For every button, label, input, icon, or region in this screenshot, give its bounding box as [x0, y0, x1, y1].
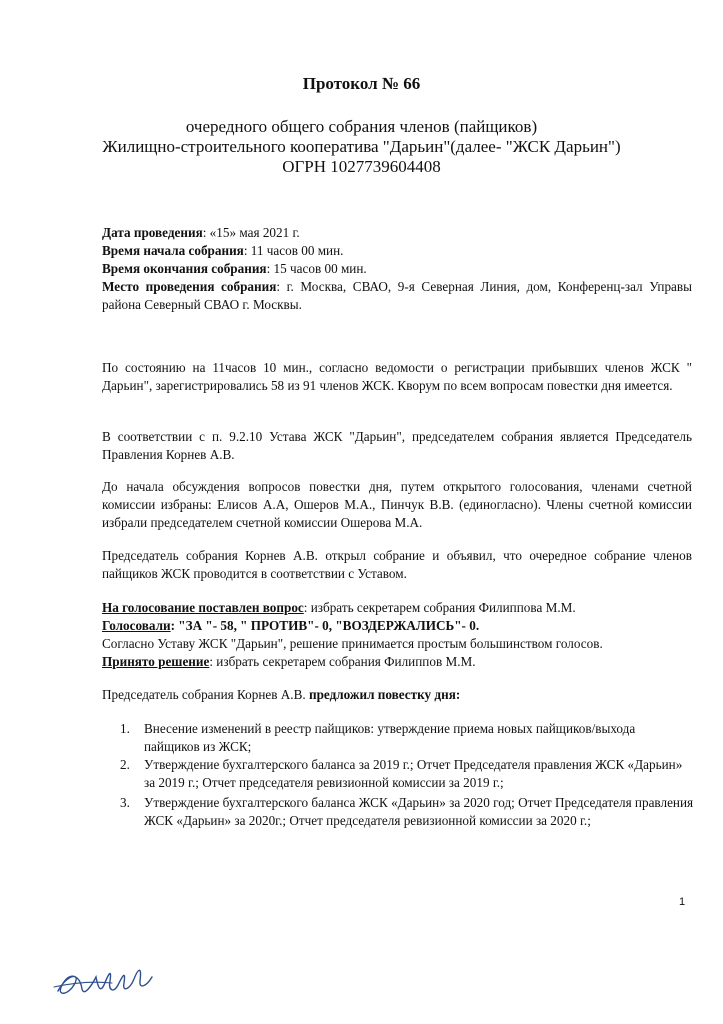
agenda-intro [102, 686, 692, 704]
agenda-item-text: Внесение изменений в реестр пайщиков: утверждение приема новых пайщиков/выхода пайщиков из ЖСК; [144, 721, 636, 754]
subtitle-line-2: Жилищно-строительного кооператива "Дарьин"(далее- "ЖСК Дарьин") [102, 137, 621, 156]
meeting-place [102, 278, 692, 314]
vote-decision-value: : избрать секретарем собрания Филиппов М.М. [209, 654, 476, 669]
vote-question-value: : избрать секретарем собрания Филиппова М.М. [303, 600, 576, 615]
vote-decision [102, 653, 692, 671]
vote-rule: Согласно Уставу ЖСК "Дарьин", решение принимается простым большинством голосов. [102, 636, 603, 651]
meeting-end-label: Время окончания собрания [102, 261, 267, 276]
handwritten-signature [52, 955, 192, 1005]
vote-decision-label: Принято решение [102, 654, 210, 669]
vote-question-label: На голосование поставлен вопрос [102, 600, 304, 615]
opening-paragraph: Председатель собрания Корнев А.В. открыл собрание и объявил, что очередное собрание членов пайщиков ЖСК проводится в соответствии с Уставом. [102, 548, 692, 581]
meeting-date [102, 224, 692, 242]
vote-results [102, 617, 692, 635]
agenda-item-number: 3. [120, 795, 130, 810]
agenda-intro-bold: предложил повестку дня: [308, 687, 461, 702]
meeting-date-value: : «15» мая 2021 г. [202, 225, 300, 240]
document-title: Протокол № 66 [302, 74, 421, 93]
page-number: 1 [679, 896, 686, 908]
meeting-date-label: Дата проведения [102, 225, 203, 240]
meeting-end-time [102, 260, 692, 278]
agenda-intro-text: Председатель собрания Корнев А.В. [102, 687, 309, 702]
vote-question [102, 599, 692, 617]
subtitle-line-1: очередного общего собрания членов (пайщиков) [185, 117, 538, 136]
agenda-item-number: 2. [120, 757, 130, 772]
agenda-item-text: Утверждение бухгалтерского баланса за 2019 г.; Отчет Председателя правления ЖСК «Дарьин» за 2019 г.; Отчет председателя ревизионной комиссии за 2019 г.; [144, 757, 683, 790]
subtitle-line-3: ОГРН 1027739604408 [282, 157, 441, 176]
meeting-place-value: : г. Москва, СВАО, 9-я Северная Линия, дом, Конференц-зал Управы района Северный СВАО г. Москвы. [102, 279, 692, 312]
vote-results-label: Голосовали [102, 618, 171, 633]
vote-results-value: : "ЗА "- 58, " ПРОТИВ"- 0, "ВОЗДЕРЖАЛИСЬ"- 0. [170, 618, 480, 633]
chairman-paragraph: В соответствии с п. 9.2.10 Устава ЖСК "Дарьин", председателем собрания является Председатель Правления Корнев А.В. [102, 429, 692, 462]
agenda-item-number: 1. [120, 721, 130, 736]
meeting-place-label: Место проведения собрания [102, 279, 277, 294]
meeting-start-label: Время начала собрания [102, 243, 244, 258]
meeting-start-value: : 11 часов 00 мин. [243, 243, 344, 258]
counting-commission-paragraph: До начала обсуждения вопросов повестки дня, путем открытого голосования, членами счетной комиссии избраны: Елисов А.А, Ошеров М.А., Пинчук В.В. (единогласно). Члены счетной комиссии избрали председателем счетной комиссии Ошерова М.А. [102, 479, 692, 530]
meeting-end-value: : 15 часов 00 мин. [266, 261, 367, 276]
meeting-start-time [102, 242, 692, 260]
agenda-item-text: Утверждение бухгалтерского баланса ЖСК «Дарьин» за 2020 год; Отчет Председателя правления ЖСК «Дарьин» за 2020г.; Отчет председателя ревизионной комиссии за 2020 г.; [144, 795, 694, 828]
quorum-paragraph: По состоянию на 11часов 10 мин., согласно ведомости о регистрации прибывших членов ЖСК " Дарьин", зарегистрировались 58 из 91 членов ЖСК. Кворум по всем вопросам повестки дня имеется. [102, 360, 692, 393]
